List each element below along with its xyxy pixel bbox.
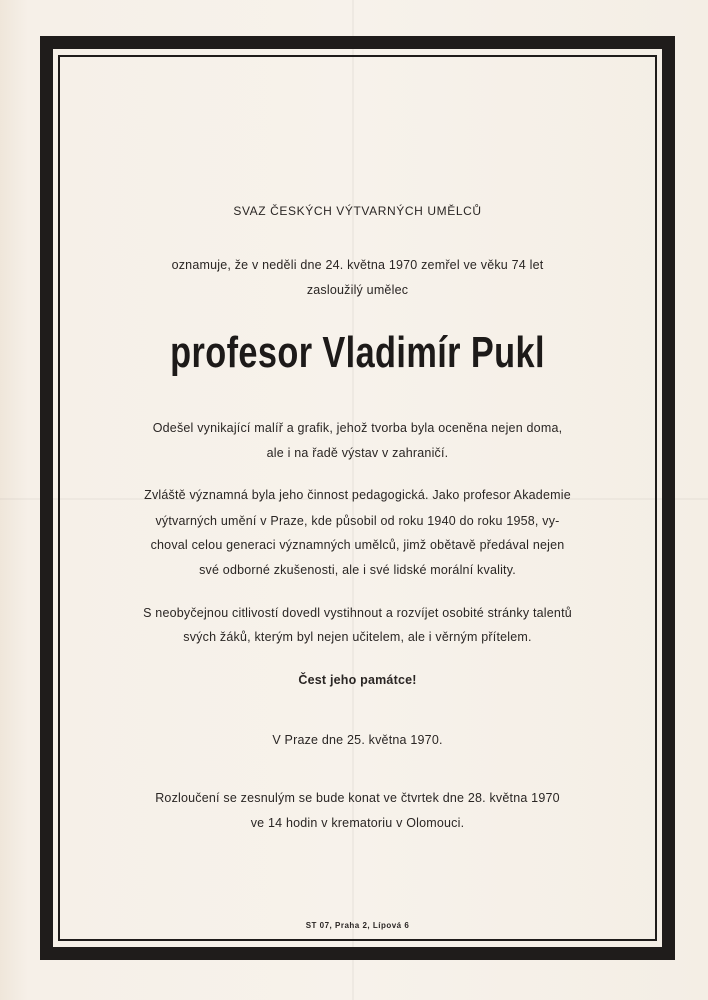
paragraph-2-line-2: výtvarných umění v Praze, kde působil od roku 1940 do roku 1958, vy- bbox=[155, 514, 560, 528]
honor-line: Čest jeho památce! bbox=[298, 673, 417, 687]
announcement-line-1: oznamuje, že v neděli dne 24. května 1970 zemřel ve věku 74 let bbox=[171, 258, 544, 272]
printer-imprint: ST 07, Praha 2, Lípová 6 bbox=[305, 921, 410, 930]
paragraph-3-line-2: svých žáků, kterým byl nejen učitelem, ale i věrným přítelem. bbox=[183, 630, 532, 644]
farewell-line-1: Rozloučení se zesnulým se bude konat ve čtvrtek dne 28. května 1970 bbox=[155, 791, 560, 805]
organization-heading: SVAZ ČESKÝCH VÝTVARNÝCH UMĚLCŮ bbox=[233, 204, 482, 218]
announcement-line-2: zasloužilý umělec bbox=[306, 283, 409, 297]
date-place-line: V Praze dne 25. května 1970. bbox=[272, 733, 443, 747]
paragraph-2-line-4: své odborné zkušenosti, ale i své lidské morální kvality. bbox=[199, 563, 516, 577]
paragraph-1-line-2: ale i na řadě výstav v zahraničí. bbox=[266, 446, 449, 460]
paragraph-2-line-3: choval celou generaci významných umělců, jimž obětavě předával nejen bbox=[150, 538, 565, 552]
paragraph-3-line-1: S neobyčejnou citlivostí dovedl vystihnout a rozvíjet osobité stránky talentů bbox=[143, 606, 572, 620]
paragraph-2-line-1: Zvláště významná byla jeho činnost pedagogická. Jako profesor Akademie bbox=[144, 488, 571, 502]
paragraph-1-line-1: Odešel vynikající malíř a grafik, jehož tvorba byla oceněna nejen doma, bbox=[152, 421, 563, 435]
deceased-name: profesor Vladimír Pukl bbox=[170, 328, 545, 377]
farewell-line-2: ve 14 hodin v krematoriu v Olomouci. bbox=[250, 816, 465, 830]
